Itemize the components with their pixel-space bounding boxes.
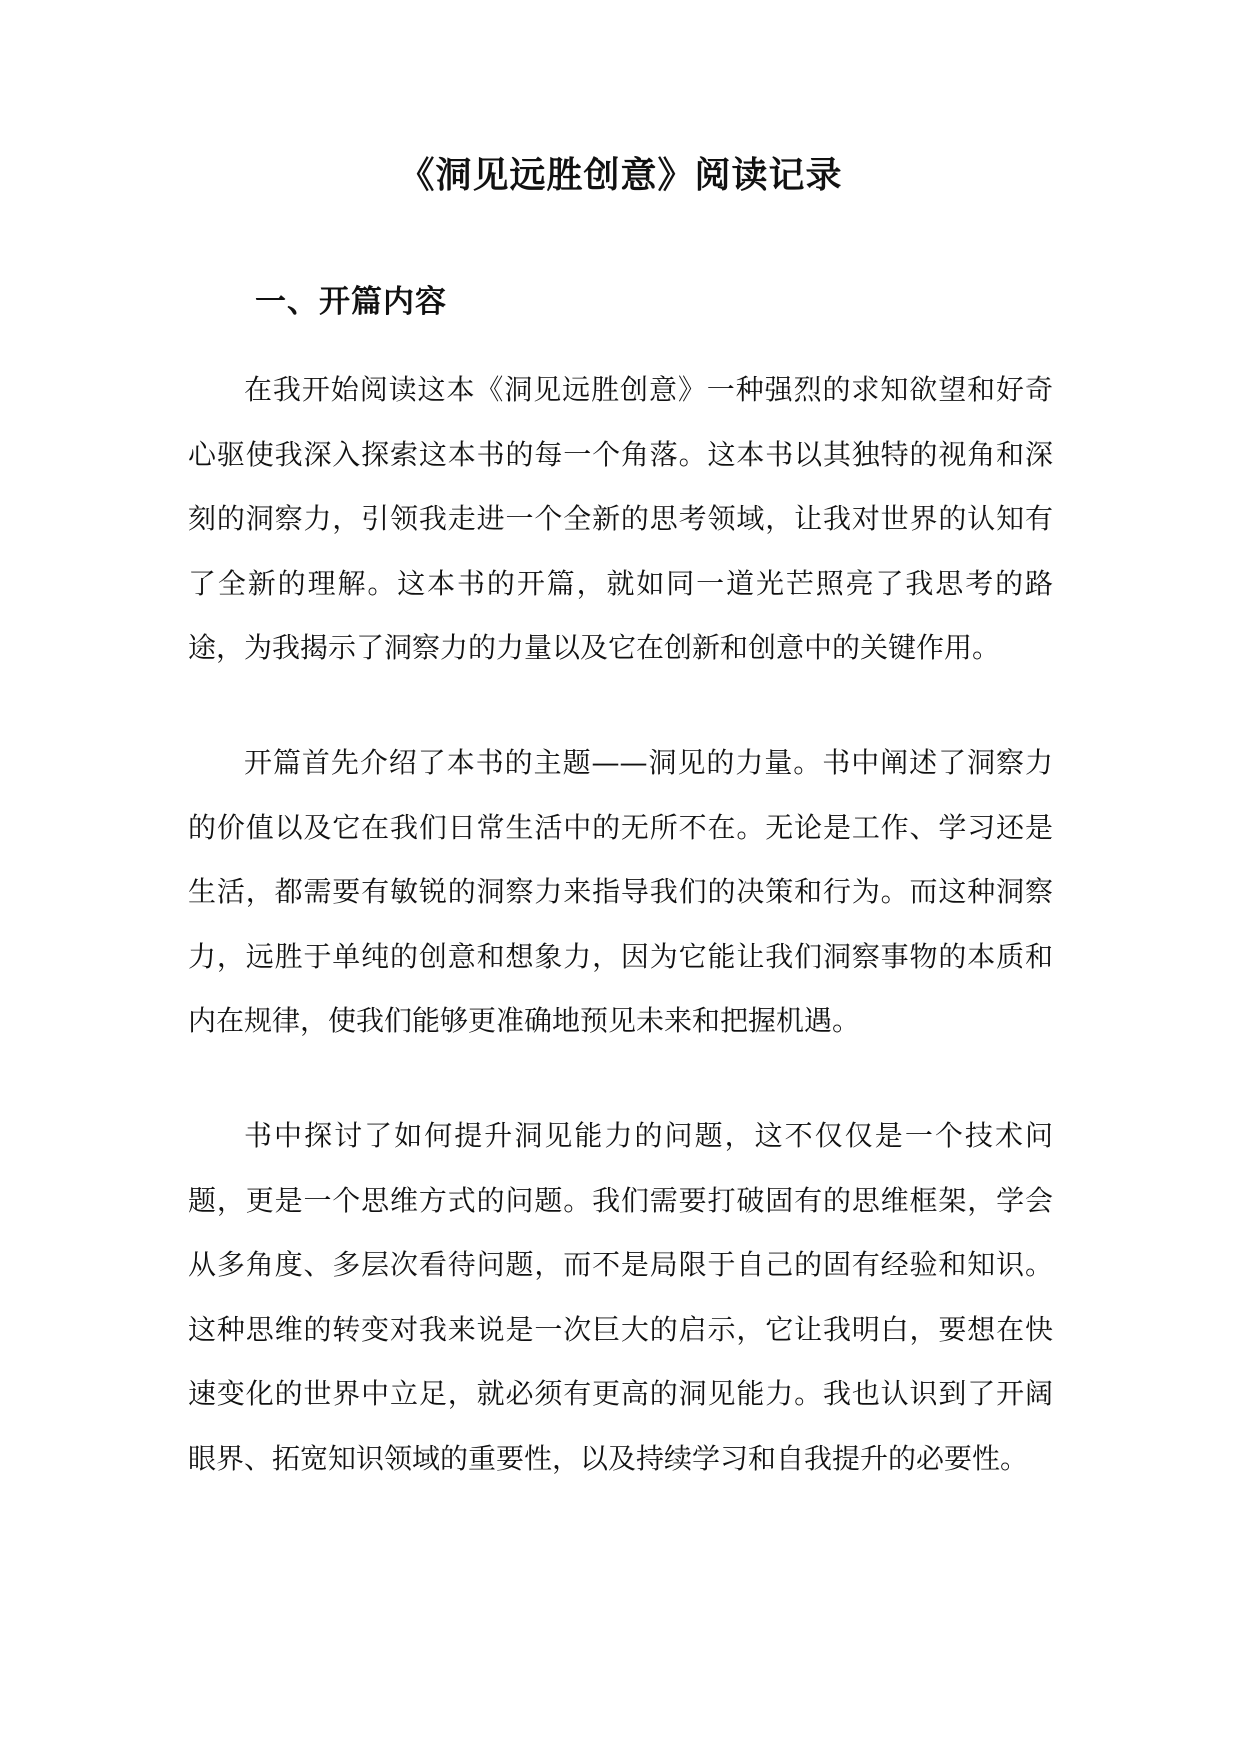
body-paragraph-2: 开篇首先介绍了本书的主题——洞见的力量。书中阐述了洞察力的价值以及它在我们日常生活中的无所不在。无论是工作、学习还是生活，都需要有敏锐的洞察力来指导我们的决策和行为。而这种洞察力，远胜于单纯的创意和想象力，因为它能让我们洞察事物的本质和内在规律，使我们能够更准确地预见未来和把握机遇。 — [188, 746, 1053, 1037]
section-heading: 一、开篇内容 — [255, 284, 447, 320]
document-title: 《洞见远胜创意》阅读记录 — [398, 154, 843, 196]
body-paragraph-1: 在我开始阅读这本《洞见远胜创意》一种强烈的求知欲望和好奇心驱使我深入探索这本书的每一个角落。这本书以其独特的视角和深刻的洞察力，引领我走进一个全新的思考领域，让我对世界的认知有了全新的理解。这本书的开篇，就如同一道光芒照亮了我思考的路途，为我揭示了洞察力的力量以及它在创新和创意中的关键作用。 — [188, 373, 1053, 664]
body-paragraph-3: 书中探讨了如何提升洞见能力的问题，这不仅仅是一个技术问题，更是一个思维方式的问题。我们需要打破固有的思维框架，学会从多角度、多层次看待问题，而不是局限于自己的固有经验和知识。这种思维的转变对我来说是一次巨大的启示，它让我明白，要想在快速变化的世界中立足，就必须有更高的洞见能力。我也认识到了开阔眼界、拓宽知识领域的重要性，以及持续学习和自我提升的必要性。 — [188, 1119, 1053, 1475]
